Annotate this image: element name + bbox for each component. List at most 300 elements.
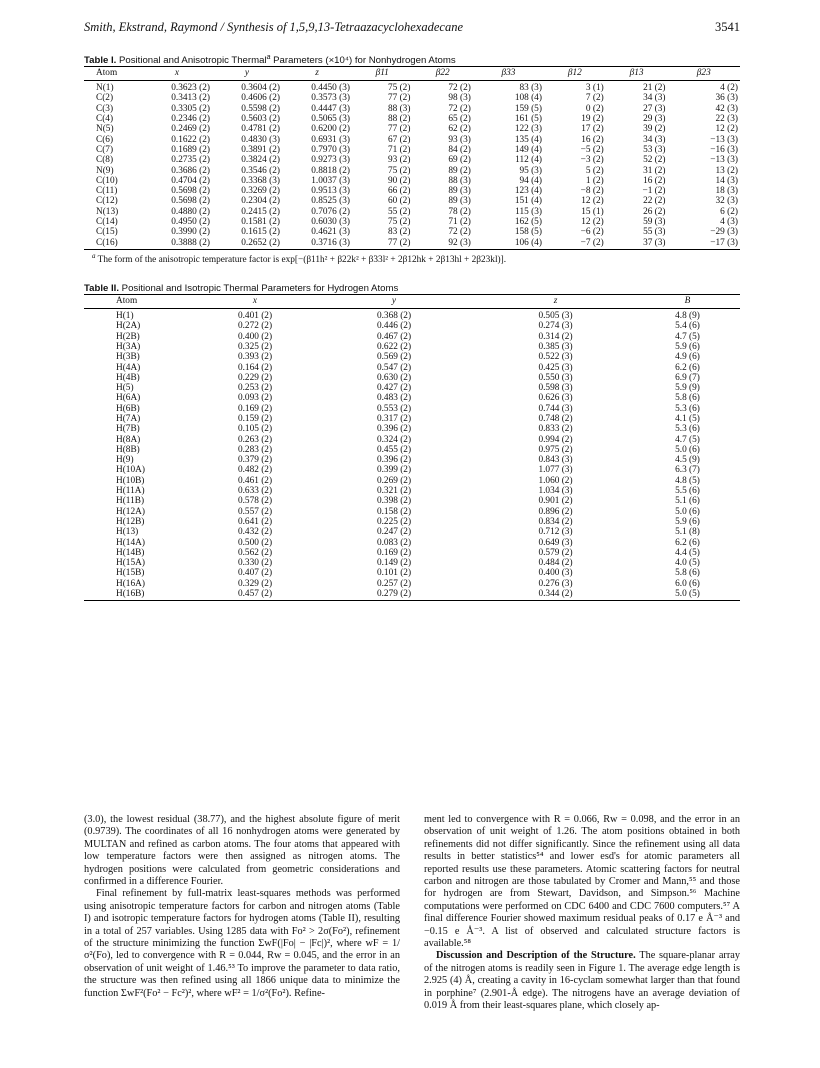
table-cell: 6.2 (6) bbox=[675, 362, 700, 373]
table-cell: 0.9273 (3) bbox=[311, 155, 350, 166]
table-cell: 0.3269 (2) bbox=[241, 186, 280, 197]
table-row bbox=[84, 104, 740, 114]
table-cell: 89 (3) bbox=[448, 186, 471, 197]
table-cell: H(8A) bbox=[116, 434, 141, 445]
table1-caption-marker: a bbox=[266, 54, 271, 61]
table-cell: 0.330 (2) bbox=[237, 558, 273, 569]
table-cell: 0.630 (2) bbox=[376, 372, 412, 383]
table-cell: 4.7 (5) bbox=[675, 434, 700, 445]
table2-col-header: z bbox=[476, 295, 635, 309]
table-cell: 0.744 (3) bbox=[538, 403, 573, 414]
table-cell: 93 (3) bbox=[448, 134, 471, 145]
table-cell: H(3B) bbox=[116, 352, 140, 363]
table-cell: 0.2735 (2) bbox=[171, 155, 210, 166]
table-cell: H(9) bbox=[116, 455, 134, 466]
table-cell: 0.1615 (2) bbox=[241, 227, 280, 238]
table-cell: 83 (2) bbox=[387, 227, 411, 238]
table-cell: 0.329 (2) bbox=[237, 578, 273, 589]
table-row bbox=[84, 476, 740, 486]
table-cell: C(7) bbox=[96, 144, 114, 155]
table-cell: 0.712 (3) bbox=[538, 527, 573, 538]
table-cell: 0.5603 (2) bbox=[241, 114, 280, 125]
table-cell: 162 (5) bbox=[514, 217, 542, 228]
table-cell: 0.279 (2) bbox=[312, 589, 476, 601]
table-cell: 89 (2) bbox=[448, 165, 471, 176]
table-cell: 0 (2) bbox=[585, 103, 604, 114]
table-cell: 0.269 (2) bbox=[376, 475, 412, 486]
table-cell: 13 (2) bbox=[715, 165, 738, 176]
body-text-columns bbox=[84, 814, 740, 1013]
table-cell: 60 (2) bbox=[387, 196, 411, 207]
table-cell: 0.649 (3) bbox=[538, 537, 573, 548]
table-cell: 0.396 (2) bbox=[376, 455, 412, 466]
table-cell: 0.2469 (2) bbox=[171, 124, 210, 135]
table-cell: 0.547 (2) bbox=[376, 362, 412, 373]
table-cell: 135 (4) bbox=[514, 134, 542, 145]
table-row bbox=[84, 114, 740, 124]
table-cell: 0.562 (2) bbox=[237, 547, 273, 558]
table1-col-header: Atom bbox=[84, 67, 142, 81]
table2-body bbox=[84, 309, 740, 601]
table-cell: 0.7076 (2) bbox=[311, 206, 350, 217]
table-cell: 0.4880 (2) bbox=[171, 206, 210, 217]
table-cell: 55 (3) bbox=[643, 227, 666, 238]
table-cell: 21 (2) bbox=[643, 83, 666, 94]
table-cell: 0.550 (3) bbox=[538, 372, 573, 383]
table-cell: 19 (2) bbox=[581, 114, 604, 125]
table-cell: H(1) bbox=[116, 311, 134, 322]
table1-caption-pre: Positional and Anisotropic Thermal bbox=[116, 55, 267, 67]
table-cell: 0.368 (2) bbox=[376, 311, 412, 322]
table-cell: 0.3305 (2) bbox=[171, 103, 210, 114]
table-cell: 0.975 (2) bbox=[538, 444, 573, 455]
table-cell: C(15) bbox=[96, 227, 118, 238]
body-left-column bbox=[84, 814, 400, 1013]
table-cell: 16 (2) bbox=[643, 175, 666, 186]
table-cell: 12 (2) bbox=[581, 196, 604, 207]
body-right-column bbox=[424, 814, 740, 1013]
table1-footnote bbox=[84, 252, 740, 265]
table-cell: −13 (3) bbox=[710, 155, 738, 166]
table-cell: 88 (3) bbox=[448, 175, 471, 186]
table-cell: H(11A) bbox=[116, 486, 145, 497]
table-cell: 1.0037 (3) bbox=[311, 175, 350, 186]
body-paragraph: Final refinement by full-matrix least-squares methods was performed using anisotropic temperature factors for carbon and nitrogen atoms (Table I) and isotropic temperature factors for hydrogen atoms (Table II), resulting in a total of 257 variables. Using 1285 data with Fo² > 2σ(Fo²), refinement of the structure minimizing the function ΣwF(|Fo| − |Fc|)², where wF = 1/σ²(Fo), led to convergence with R = 0.044, Rw = 0.045, and the error in an observation of unit weight of 1.46.⁵³ To improve the parameter to data ratio, the structure was then refined using all 1866 unique data to minimize the function ΣwF²(Fo² − Fc²)², where wF² = 1/σ²(Fo²). Refine- bbox=[84, 888, 400, 999]
table-cell: 0.158 (2) bbox=[376, 506, 412, 517]
table-cell: 84 (2) bbox=[448, 144, 471, 155]
table-cell: 0.505 (3) bbox=[538, 311, 573, 322]
table-cell: 0.461 (2) bbox=[237, 475, 273, 486]
table-cell: 0.263 (2) bbox=[237, 434, 273, 445]
table-row bbox=[84, 527, 740, 537]
table-cell: 53 (3) bbox=[643, 144, 666, 155]
table2 bbox=[84, 294, 740, 601]
table-cell: 0.253 (2) bbox=[237, 383, 273, 394]
table1-caption-label: Table I. bbox=[84, 55, 117, 67]
table-cell: −3 (2) bbox=[580, 155, 604, 166]
table-cell: H(10A) bbox=[116, 465, 145, 476]
table-cell: 98 (3) bbox=[448, 93, 471, 104]
table-cell: 0.321 (2) bbox=[376, 486, 412, 497]
table-cell: H(14B) bbox=[116, 547, 145, 558]
table2-header-row bbox=[84, 295, 740, 309]
table-cell: 1.077 (3) bbox=[538, 465, 573, 476]
table-cell: 0.274 (3) bbox=[538, 321, 573, 332]
table-cell: 151 (4) bbox=[514, 196, 542, 207]
table-cell: 5.1 (8) bbox=[675, 527, 700, 538]
table-cell: 0.633 (2) bbox=[237, 486, 273, 497]
table-row bbox=[84, 538, 740, 548]
table-row bbox=[84, 465, 740, 475]
table-cell: 0.3623 (2) bbox=[171, 83, 210, 94]
table-cell: H(14A) bbox=[116, 537, 145, 548]
table1-col-header: y bbox=[212, 67, 282, 81]
table-cell: 0.4447 (3) bbox=[311, 103, 350, 114]
table-row bbox=[84, 155, 740, 165]
table-row bbox=[84, 309, 740, 322]
table-cell: H(7A) bbox=[116, 414, 141, 424]
table-cell: 77 (2) bbox=[352, 238, 412, 250]
table-row bbox=[84, 186, 740, 196]
table-cell: 0.247 (2) bbox=[376, 527, 412, 538]
table-cell: 22 (2) bbox=[643, 196, 666, 207]
table-row bbox=[84, 435, 740, 445]
table-cell: 18 (3) bbox=[715, 186, 738, 197]
table-cell: 72 (2) bbox=[448, 83, 471, 94]
table-cell: 0.483 (2) bbox=[376, 393, 412, 404]
table-row bbox=[84, 352, 740, 362]
table-cell: 0.455 (2) bbox=[376, 444, 412, 455]
table-cell: C(3) bbox=[96, 103, 114, 114]
table-cell: H(12A) bbox=[116, 506, 145, 517]
table-cell: 0.5065 (3) bbox=[311, 114, 350, 125]
table-cell: C(12) bbox=[96, 196, 118, 207]
table-row bbox=[84, 321, 740, 331]
table-cell: 5.4 (6) bbox=[675, 321, 700, 332]
table-cell: 158 (5) bbox=[514, 227, 542, 238]
table-cell: 0.400 (2) bbox=[237, 331, 273, 342]
table-cell: 5.3 (6) bbox=[675, 424, 700, 435]
table-cell: 0.1622 (2) bbox=[171, 134, 210, 145]
table-cell: 0.1581 (2) bbox=[241, 217, 280, 228]
table-cell: C(2) bbox=[96, 93, 114, 104]
table-cell: 0.1689 (2) bbox=[171, 144, 210, 155]
table2-caption bbox=[84, 283, 740, 294]
table-cell: 0.4950 (2) bbox=[171, 217, 210, 228]
table1-col-header: β23 bbox=[668, 67, 740, 81]
table-cell: −7 (2) bbox=[544, 238, 606, 250]
table-cell: 0.3824 (2) bbox=[241, 155, 280, 166]
table-cell: 0.396 (2) bbox=[376, 424, 412, 435]
table-cell: 4.4 (5) bbox=[675, 547, 700, 558]
table-cell: 17 (2) bbox=[581, 124, 604, 135]
table1-col-header: β33 bbox=[473, 67, 544, 81]
table-cell: 75 (2) bbox=[387, 83, 411, 94]
table-row bbox=[84, 145, 740, 155]
table-cell: 4.5 (9) bbox=[675, 455, 700, 466]
table-cell: 75 (2) bbox=[387, 217, 411, 228]
table-cell: 6.2 (6) bbox=[675, 537, 700, 548]
table-cell: 15 (1) bbox=[581, 206, 604, 217]
table-cell: 5.0 (5) bbox=[635, 589, 740, 601]
table-cell: 161 (5) bbox=[514, 114, 542, 125]
table-cell: 0.105 (2) bbox=[237, 424, 273, 435]
table-cell: 0.3604 (2) bbox=[241, 83, 280, 94]
table-cell: 0.484 (2) bbox=[538, 558, 573, 569]
table-row bbox=[84, 124, 740, 134]
table-cell: 0.283 (2) bbox=[237, 444, 273, 455]
table-cell: −5 (2) bbox=[580, 144, 604, 155]
table-cell: 5 (2) bbox=[585, 165, 604, 176]
table-cell: 0.7970 (3) bbox=[311, 144, 350, 155]
table-row bbox=[84, 176, 740, 186]
table-cell: 123 (4) bbox=[514, 186, 542, 197]
table-cell: 0.2346 (2) bbox=[171, 114, 210, 125]
table-cell: 0.5698 (2) bbox=[171, 186, 210, 197]
table-cell: 5.5 (6) bbox=[675, 486, 700, 497]
table-cell: 0.3990 (2) bbox=[171, 227, 210, 238]
table-cell: H(11B) bbox=[116, 496, 145, 507]
table-cell: 92 (3) bbox=[412, 238, 472, 250]
table-cell: 0.398 (2) bbox=[376, 496, 412, 507]
table-cell: 5.9 (9) bbox=[675, 383, 700, 394]
table-row bbox=[84, 507, 740, 517]
table-cell: 12 (2) bbox=[715, 124, 738, 135]
table-cell: 0.407 (2) bbox=[237, 568, 273, 579]
table-cell: 0.272 (2) bbox=[237, 321, 273, 332]
table-row bbox=[84, 135, 740, 145]
table-cell: 0.457 (2) bbox=[198, 589, 312, 601]
table-cell: 112 (4) bbox=[515, 155, 542, 166]
body-paragraph: ment led to convergence with R = 0.066, Rw = 0.098, and the error in an observation of unit weight of 1.26. The atom positions obtained in both refinements did not differ significantly. Since the refinement using all data results in better statistics⁵⁴ and lower esd's for atomic parameters all reported results use these parameters. Atomic scattering factors for neutral carbon and nitrogen are those tabulated by Cromer and Mann,⁵⁵ and those for hydrogen are from Stewart, Davidson, and Simpson.⁵⁶ Machine computations were performed on CDC 6400 and CDC 7600 computers.⁵⁷ A final difference Fourier showed maximum residual peaks of 0.17 e Å⁻³ and −0.15 e Å⁻³. A list of observed and calculated structure factors is available.⁵⁸ bbox=[424, 814, 740, 950]
journal-page bbox=[84, 20, 740, 1012]
table1-caption-post: Parameters (×10⁴) for Nonhydrogen Atoms bbox=[270, 55, 456, 67]
table-cell: 65 (2) bbox=[448, 114, 471, 125]
table-cell: 0.834 (2) bbox=[538, 516, 573, 527]
table-cell: 0.5698 (2) bbox=[171, 196, 210, 207]
table-cell: 0.149 (2) bbox=[376, 558, 412, 569]
table-cell: 0.3716 (3) bbox=[282, 238, 352, 250]
table-cell: 0.2415 (2) bbox=[241, 206, 280, 217]
table-cell: −17 (3) bbox=[668, 238, 740, 250]
table-cell: 5.8 (6) bbox=[675, 393, 700, 404]
table-cell: C(4) bbox=[96, 114, 114, 125]
table-cell: H(13) bbox=[116, 527, 139, 538]
table-row bbox=[84, 332, 740, 342]
table-cell: 0.3888 (2) bbox=[142, 238, 212, 250]
section-text: The square-planar array of the nitrogen atoms is readily seen in Figure 1. The average edge length is 2.925 (4) Å, creating a cavity in 16-cyclam somewhat larger than that found in porphine⁷ (2.901-Å edge). The nitrogens have an average deviation of 0.019 Å from their least-squares plane, which closely ap- bbox=[424, 950, 740, 1012]
table-cell: 115 (3) bbox=[515, 206, 542, 217]
table-row bbox=[84, 496, 740, 506]
table-cell: 0.400 (3) bbox=[538, 568, 573, 579]
table-cell: 0.522 (3) bbox=[538, 352, 573, 363]
table-cell: 42 (3) bbox=[715, 103, 738, 114]
table1-footnote-marker: a bbox=[92, 251, 96, 260]
table-cell: 0.4621 (3) bbox=[311, 227, 350, 238]
table-cell: 5.0 (6) bbox=[675, 444, 700, 455]
table-cell: 4 (3) bbox=[720, 217, 738, 228]
table-row bbox=[84, 363, 740, 373]
table-cell: 0.093 (2) bbox=[237, 393, 273, 404]
table-cell: 0.2652 (2) bbox=[212, 238, 282, 250]
table-cell: 34 (3) bbox=[643, 134, 666, 145]
table-cell: C(16) bbox=[84, 238, 142, 250]
table-row bbox=[84, 393, 740, 403]
table1-header-row bbox=[84, 67, 740, 81]
table-cell: 77 (2) bbox=[387, 93, 411, 104]
table-cell: 0.159 (2) bbox=[237, 414, 273, 424]
table-cell: 0.401 (2) bbox=[237, 311, 273, 322]
table-cell: 88 (3) bbox=[387, 103, 411, 114]
table-row bbox=[84, 166, 740, 176]
table-cell: 0.257 (2) bbox=[376, 578, 412, 589]
table-cell: 106 (4) bbox=[473, 238, 544, 250]
table1-col-header: z bbox=[282, 67, 352, 81]
table-row bbox=[84, 486, 740, 496]
table-cell: 31 (2) bbox=[643, 165, 666, 176]
table-row bbox=[84, 81, 740, 94]
table-cell: 0.500 (2) bbox=[237, 537, 273, 548]
table-row bbox=[84, 383, 740, 393]
table-cell: 3 (1) bbox=[585, 83, 604, 94]
table-row bbox=[84, 455, 740, 465]
table1-body bbox=[84, 81, 740, 250]
table-cell: 0.324 (2) bbox=[376, 434, 412, 445]
table-cell: 77 (2) bbox=[387, 124, 411, 135]
table2-col-header: x bbox=[198, 295, 312, 309]
table-cell: H(2A) bbox=[116, 321, 141, 332]
table-cell: 0.994 (2) bbox=[538, 434, 573, 445]
table-cell: 0.3686 (2) bbox=[171, 165, 210, 176]
table-cell: 0.6030 (3) bbox=[311, 217, 350, 228]
table-cell: 5.9 (6) bbox=[675, 341, 700, 352]
table-cell: 72 (2) bbox=[448, 103, 471, 114]
table-cell: 88 (2) bbox=[387, 114, 411, 125]
body-paragraph bbox=[424, 950, 740, 1012]
table-cell: H(2B) bbox=[116, 331, 140, 342]
table-cell: −29 (3) bbox=[710, 227, 738, 238]
table-cell: 0.399 (2) bbox=[376, 465, 412, 476]
table-cell: 0.578 (2) bbox=[237, 496, 273, 507]
table-cell: 0.4606 (2) bbox=[241, 93, 280, 104]
table-cell: 0.446 (2) bbox=[376, 321, 412, 332]
table2-col-header: Atom bbox=[84, 295, 198, 309]
running-head bbox=[84, 20, 740, 40]
table-cell: 1.060 (2) bbox=[538, 475, 573, 486]
table-cell: 26 (2) bbox=[643, 206, 666, 217]
table-cell: 0.169 (2) bbox=[376, 547, 412, 558]
table1-col-header: x bbox=[142, 67, 212, 81]
table-cell: C(11) bbox=[96, 186, 118, 197]
table-cell: 22 (3) bbox=[715, 114, 738, 125]
table-cell: 27 (3) bbox=[643, 103, 666, 114]
table-cell: 32 (3) bbox=[715, 196, 738, 207]
table-cell: 95 (3) bbox=[519, 165, 542, 176]
table-cell: H(6A) bbox=[116, 393, 141, 404]
table-cell: 1.034 (3) bbox=[538, 486, 573, 497]
table-cell: −6 (2) bbox=[580, 227, 604, 238]
table-cell: H(12B) bbox=[116, 516, 145, 527]
table-cell: 4.7 (5) bbox=[675, 331, 700, 342]
table-cell: 0.8525 (3) bbox=[311, 196, 350, 207]
table-cell: H(4A) bbox=[116, 362, 141, 373]
table-row bbox=[84, 342, 740, 352]
table-cell: H(8B) bbox=[116, 444, 140, 455]
table-cell: 4.8 (5) bbox=[675, 475, 700, 486]
table-cell: 75 (2) bbox=[387, 165, 411, 176]
table-cell: 62 (2) bbox=[448, 124, 471, 135]
table-cell: N(13) bbox=[96, 206, 119, 217]
table-cell: 90 (2) bbox=[387, 175, 411, 186]
table-cell: 55 (2) bbox=[387, 206, 411, 217]
table-cell: 0.553 (2) bbox=[376, 403, 412, 414]
table-cell: C(8) bbox=[96, 155, 114, 166]
table-cell: C(6) bbox=[96, 134, 114, 145]
table-cell: 94 (4) bbox=[519, 175, 542, 186]
table-cell: 0.748 (2) bbox=[538, 414, 573, 424]
table-cell: 108 (4) bbox=[514, 93, 542, 104]
table-row bbox=[84, 558, 740, 568]
table-cell: 72 (2) bbox=[448, 227, 471, 238]
table-cell: 0.379 (2) bbox=[237, 455, 273, 466]
table-cell: N(1) bbox=[96, 83, 114, 94]
table-cell: 93 (2) bbox=[387, 155, 411, 166]
table-cell: 0.843 (3) bbox=[538, 455, 573, 466]
table-cell: H(3A) bbox=[116, 341, 141, 352]
table-cell: H(15B) bbox=[116, 568, 145, 579]
table-cell: 4.1 (5) bbox=[675, 414, 700, 424]
table-cell: H(16B) bbox=[84, 589, 198, 601]
table2-caption-text: Positional and Isotropic Thermal Parameters for Hydrogen Atoms bbox=[119, 283, 399, 295]
running-head-title: Smith, Ekstrand, Raymond / Synthesis of 1,5,9,13-Tetraazacyclohexadecane bbox=[84, 20, 463, 34]
table-cell: 0.641 (2) bbox=[237, 516, 273, 527]
table-cell: −16 (3) bbox=[710, 144, 738, 155]
table-cell: 29 (3) bbox=[643, 114, 666, 125]
page-number: 3541 bbox=[715, 20, 740, 34]
table-cell: 0.101 (2) bbox=[376, 568, 412, 579]
table-cell: 0.467 (2) bbox=[376, 331, 412, 342]
table-cell: 6.9 (7) bbox=[675, 372, 700, 383]
table-cell: 0.314 (2) bbox=[538, 331, 573, 342]
table-cell: 5.9 (6) bbox=[675, 516, 700, 527]
table-row bbox=[84, 373, 740, 383]
table-cell: 4 (2) bbox=[720, 83, 738, 94]
table-cell: 69 (2) bbox=[448, 155, 471, 166]
table-cell: H(4B) bbox=[116, 372, 140, 383]
table2-col-header: B bbox=[635, 295, 740, 309]
table-cell: 66 (2) bbox=[387, 186, 411, 197]
table-cell: H(6B) bbox=[116, 403, 140, 414]
table-cell: 59 (3) bbox=[643, 217, 666, 228]
table-cell: 0.385 (3) bbox=[538, 341, 573, 352]
table-cell: 0.164 (2) bbox=[237, 362, 273, 373]
table-cell: 5.8 (6) bbox=[675, 568, 700, 579]
table-cell: H(16A) bbox=[116, 578, 145, 589]
table1-caption bbox=[84, 54, 740, 66]
table-cell: 6.3 (7) bbox=[675, 465, 700, 476]
table-cell: 0.557 (2) bbox=[237, 506, 273, 517]
table-cell: 0.4830 (3) bbox=[241, 134, 280, 145]
table-cell: 0.4704 (2) bbox=[171, 175, 210, 186]
table-cell: H(5) bbox=[116, 383, 134, 394]
table-row bbox=[84, 445, 740, 455]
table1-col-header: β11 bbox=[352, 67, 412, 81]
table-cell: 0.393 (2) bbox=[237, 352, 273, 363]
table-cell: 0.6200 (2) bbox=[311, 124, 350, 135]
table-cell: 83 (3) bbox=[519, 83, 542, 94]
table-row bbox=[84, 207, 740, 217]
table-row bbox=[84, 227, 740, 237]
